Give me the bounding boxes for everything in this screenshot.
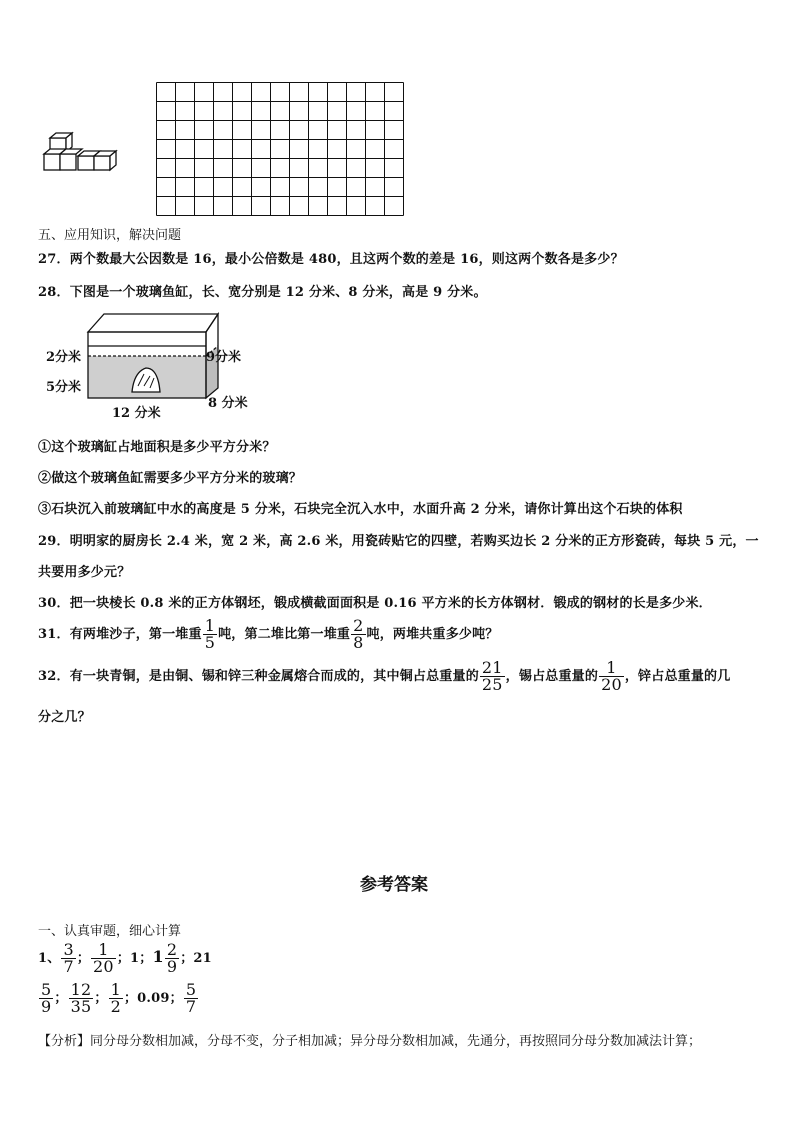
section-5-heading: 五、应用知识，解决问题 xyxy=(38,228,182,243)
fraction: $\frac{1}{20}$ xyxy=(601,658,622,694)
tank-label-length: 12 分米 xyxy=(112,406,161,421)
tank-label-width: 8 分米 xyxy=(208,396,248,411)
question-28-part-2: ②做这个玻璃鱼缸需要多少平方分米的玻璃？ xyxy=(38,471,303,486)
square-grid xyxy=(156,82,404,216)
question-27: 27．两个数最大公因数是 16，最小公倍数是 480，且这两个数的差是 16，则这两个数各是多少？ xyxy=(38,252,624,267)
answer-title: 参考答案 xyxy=(360,875,428,895)
question-30: 30．把一块棱长 0.8 米的正方体钢坯，锻成横截面面积是 0.16 平方米的长方体钢材．锻成的钢材的长是多少米． xyxy=(38,596,712,611)
question-32-line-2: 分之几？ xyxy=(38,710,91,725)
question-29-line-1: 29．明明家的厨房长 2.4 米，宽 2 米，高 2.6 米，用瓷砖贴它的四壁，若购买边长 2 分米的正方形瓷砖，每块 5 元，一 xyxy=(38,534,759,549)
tank-label-height: 9分米 xyxy=(206,350,242,365)
answer-row-1: 1、 $\frac{3}{7}$ ； $\frac{1}{20}$ ；1；1 $\frac{2}{9}$ ；21 xyxy=(38,940,212,976)
tank-label-top: 2分米 xyxy=(46,350,82,365)
answer-section-1-heading: 一、认真审题，细心计算 xyxy=(38,924,182,939)
question-28: 28．下图是一个玻璃鱼缸，长、宽分别是 12 分米、8 分米，高是 9 分米。 xyxy=(38,285,487,300)
question-29-line-2: 共要用多少元？ xyxy=(38,565,131,580)
question-32: 32．有一块青铜，是由铜、锡和锌三种金属熔合而成的，其中铜占总重量的 $\frac{21}{25}$ ，锡占总重量的 $\frac{1}{20}$ ，锌占总重量的几 xyxy=(38,658,731,694)
fraction: $\frac{21}{25}$ xyxy=(481,658,503,694)
question-31: 31．有两堆沙子，第一堆重 $\frac{1}{5}$ 吨，第二堆比第一堆重 $\frac{2}{8}$ 吨，两堆共重多少吨？ xyxy=(38,616,499,652)
answer-row-2: $\frac{5}{9}$ ； $\frac{12}{35}$ ； $\frac{1}{2}$ ；0.09； $\frac{5}{7}$ xyxy=(41,980,197,1016)
tank-label-bottom: 5分米 xyxy=(46,380,82,395)
cube-figure xyxy=(40,130,120,178)
fraction: $\frac{1}{5}$ xyxy=(204,616,216,652)
fraction: $\frac{2}{8}$ xyxy=(353,616,364,652)
question-28-part-1: ①这个玻璃缸占地面积是多少平方分米？ xyxy=(38,440,276,455)
question-28-part-3: ③石块沉入前玻璃缸中水的高度是 5 分米，石块完全沉入水中，水面升高 2 分米，请你计算出这个石块的体积 xyxy=(38,502,683,517)
analysis-text: 【分析】同分母分数相加减，分母不变，分子相加减；异分母分数相加减，先通分，再按照同分母分数加减法计算； xyxy=(38,1034,702,1049)
